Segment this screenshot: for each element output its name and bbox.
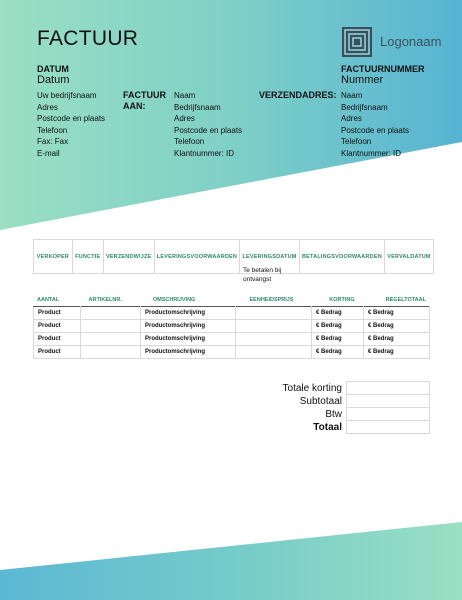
payment-terms-value: Te betalen bij ontvangst [243, 267, 282, 283]
items-header-item-no: ARTIKELNR. [88, 296, 122, 303]
logo-name: Logonaam [380, 34, 442, 49]
item-number [81, 333, 141, 346]
bill-to-city: Postcode en plaats [174, 125, 243, 135]
total-discount-label: Totale korting [282, 382, 342, 394]
item-qty: Product [34, 346, 81, 359]
sender-address-line: Adres [37, 102, 58, 112]
item-number [81, 307, 141, 320]
ship-to-label: VERZENDADRES: [259, 90, 337, 100]
table-row [34, 320, 430, 333]
items-header-qty: AANTAL [37, 296, 60, 303]
bill-to-phone: Telefoon [174, 137, 205, 147]
item-unit-price [236, 320, 312, 333]
order-meta-table [33, 239, 434, 274]
total-discount-value [347, 382, 430, 395]
subtotal-label: Subtotaal [299, 395, 342, 407]
ship-to-company: Bedrijfsnaam [341, 102, 388, 112]
date-label: DATUM [37, 64, 69, 74]
items-header [33, 295, 430, 304]
date-value: Datum [37, 74, 70, 86]
item-line-total: € Bedrag [364, 320, 430, 333]
item-discount: € Bedrag [312, 333, 364, 346]
ship-to-address [341, 90, 409, 160]
invoice-title: FACTUUR [37, 27, 139, 50]
vat-value [347, 408, 430, 421]
item-line-total: € Bedrag [364, 307, 430, 320]
item-discount: € Bedrag [312, 346, 364, 359]
ship-to-phone: Telefoon [341, 137, 372, 147]
ship-to-name: Naam [341, 91, 363, 100]
item-description: Productomschrijving [141, 346, 236, 359]
bill-to-company: Bedrijfsnaam [174, 102, 221, 112]
table-row [34, 346, 430, 359]
item-unit-price [236, 307, 312, 320]
ship-to-city: Postcode en plaats [341, 125, 410, 135]
bill-to-label: FACTUUR AAN: [123, 90, 166, 111]
item-unit-price [236, 333, 312, 346]
grand-total-value [347, 421, 430, 434]
item-unit-price [236, 346, 312, 359]
item-line-total: € Bedrag [364, 346, 430, 359]
meta-header-due-date: VERVALDATUM [384, 240, 433, 274]
items-header-description: OMSCHRIJVING [152, 296, 196, 303]
item-description: Productomschrijving [141, 307, 236, 320]
meta-header-seller: VERKOPER [34, 240, 73, 274]
ship-to-customer-id: Klantnummer: ID [341, 148, 402, 158]
items-header-line-total: REGELTOTAAL [385, 296, 426, 303]
sender-company: Uw bedrijfsnaam [37, 91, 97, 100]
item-qty: Product [34, 320, 81, 333]
grand-total-label: Totaal [313, 421, 342, 433]
sender-email: E-mail [37, 148, 60, 158]
bill-to-customer-id: Klantnummer: ID [174, 148, 235, 158]
subtotal-value [347, 395, 430, 408]
item-number [81, 346, 141, 359]
invoice-number-value: Nummer [341, 74, 384, 86]
bill-to-address-line: Adres [174, 114, 195, 124]
items-table [33, 306, 430, 359]
meta-header-role: FUNCTIE [72, 240, 103, 274]
sender-city: Postcode en plaats [37, 114, 106, 124]
item-qty: Product [34, 333, 81, 346]
meta-header-shipping-method: VERZENDWIJZE [103, 240, 154, 274]
item-line-total: € Bedrag [364, 333, 430, 346]
item-discount: € Bedrag [312, 307, 364, 320]
item-discount: € Bedrag [312, 320, 364, 333]
table-row [34, 307, 430, 320]
item-description: Productomschrijving [141, 333, 236, 346]
ship-to-address-line: Adres [341, 114, 362, 124]
item-qty: Product [34, 307, 81, 320]
invoice-number-label: FACTUURNUMMER [341, 64, 425, 74]
totals-table [200, 381, 430, 434]
meta-header-delivery-terms: LEVERINGSVOORWAARDEN [154, 240, 239, 274]
item-number [81, 320, 141, 333]
item-description: Productomschrijving [141, 320, 236, 333]
square-maze-logo-icon [342, 27, 372, 57]
table-row [34, 333, 430, 346]
sender-phone: Telefoon [37, 125, 68, 135]
bill-to-name: Naam [174, 91, 196, 100]
bill-to-address [174, 90, 242, 160]
meta-header-payment-terms: BETALINGSVOORWAARDEN [299, 240, 384, 274]
sender-fax: Fax: Fax [37, 137, 69, 147]
items-header-unit-price: EENHEIDSPRIJS [249, 296, 294, 303]
sender-address [37, 90, 105, 160]
vat-label: Btw [325, 408, 342, 420]
items-header-discount: KORTING [329, 296, 355, 303]
meta-header-delivery-date: LEVERINGSDATUM [240, 240, 300, 274]
